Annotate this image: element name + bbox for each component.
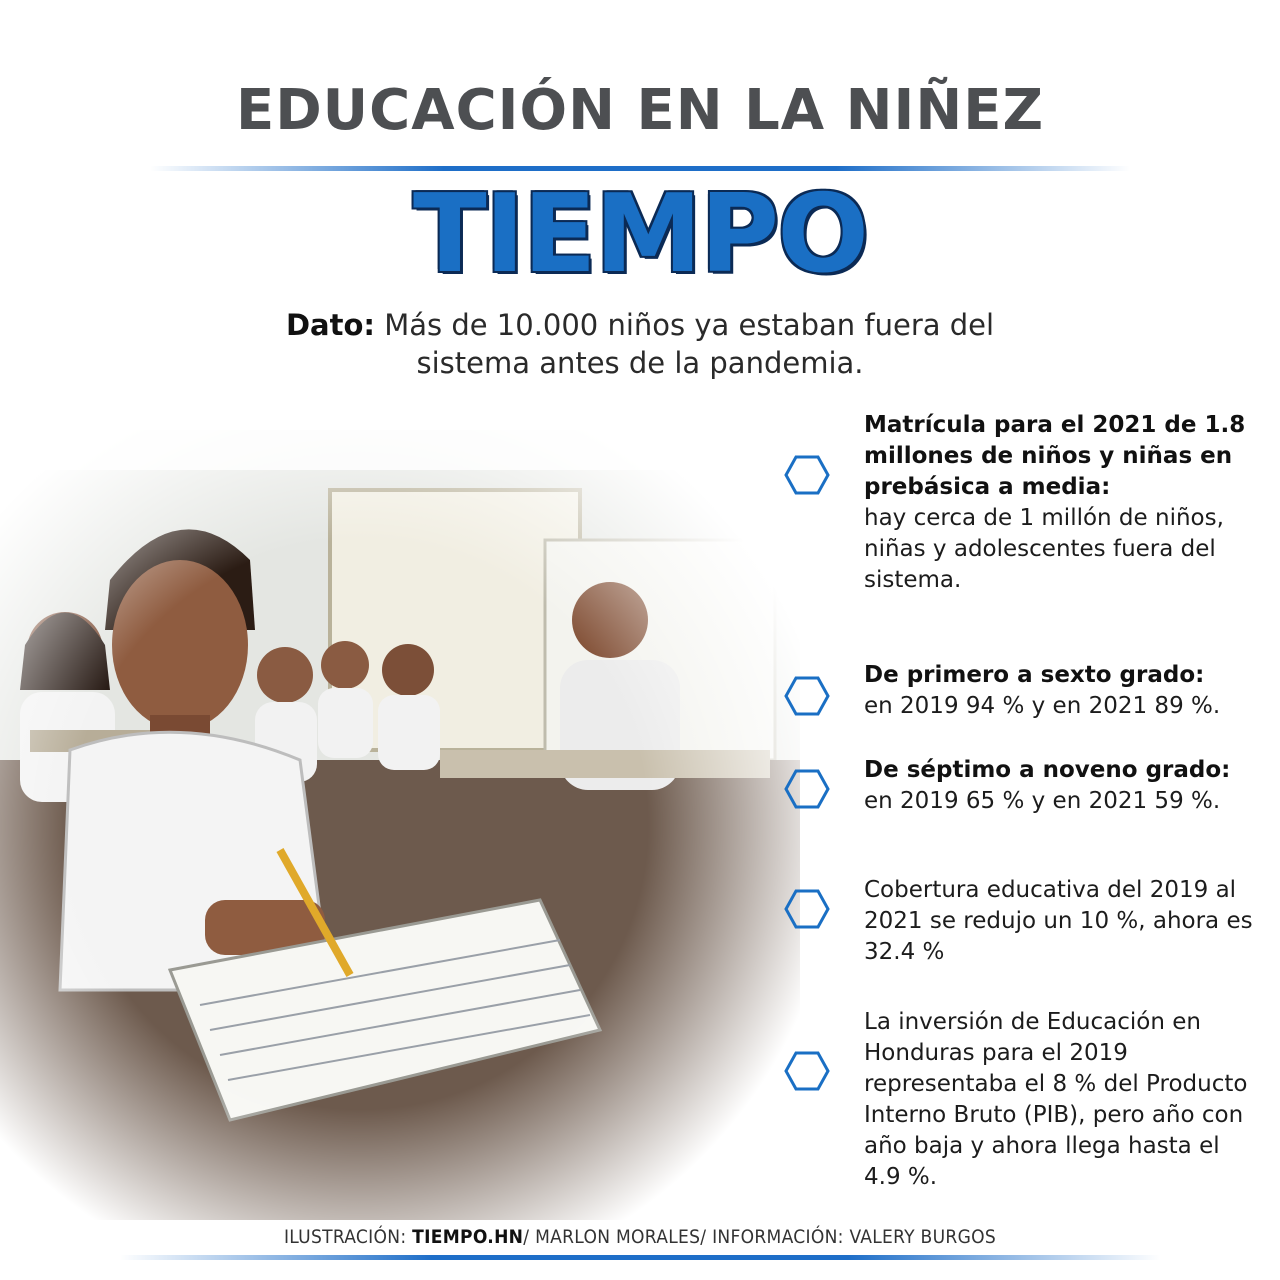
hexagon-icon [784, 1051, 830, 1091]
dato-label: Dato: [285, 308, 375, 342]
fact-text [864, 660, 1254, 722]
infographic-title: EDUCACIÓN EN LA NIÑEZ [235, 78, 1045, 143]
classroom-illustration [0, 430, 800, 1220]
title-divider [150, 166, 1130, 171]
fact-detail: en 2019 94 % y en 2021 89 %. [864, 693, 1221, 719]
fact-heading: Matrícula para el 2021 de 1.8 millones de niños y niñas en prebásica a media: [864, 412, 1246, 500]
credit-prefix: ILUSTRACIÓN: [283, 1226, 413, 1248]
dato-text: Más de 10.000 niños ya estaban fuera del sistema antes de la pandemia. [384, 308, 995, 380]
credits-line [0, 1226, 1280, 1248]
fact-heading: De séptimo a noveno grado: [864, 757, 1231, 783]
fact-text [864, 410, 1254, 596]
fact-text: La inversión de Educación en Honduras para el 2019 representaba el 8 % del Producto Interno Bruto (PIB), pero año con año baja y ahora llega hasta el 4.9 %. [864, 1009, 1248, 1190]
fact-text [864, 755, 1254, 817]
credit-suffix: / MARLON MORALES/ INFORMACIÓN: VALERY BURGOS [523, 1226, 997, 1248]
fact-heading: De primero a sexto grado: [864, 662, 1205, 688]
hexagon-icon [784, 676, 830, 716]
hexagon-icon [784, 889, 830, 929]
hexagon-icon [784, 455, 830, 495]
footer-divider [120, 1255, 1160, 1260]
hexagon-icon [784, 769, 830, 809]
brand-logo: TIEMPO [412, 172, 868, 297]
credit-site: TIEMPO.HN [412, 1226, 524, 1248]
fact-text: Cobertura educativa del 2019 al 2021 se redujo un 10 %, ahora es 32.4 % [864, 877, 1253, 965]
fact-detail: en 2019 65 % y en 2021 59 %. [864, 788, 1221, 814]
dato-statement [240, 306, 1040, 382]
fact-detail: hay cerca de 1 millón de niños, niñas y adolescentes fuera del sistema. [864, 505, 1224, 593]
